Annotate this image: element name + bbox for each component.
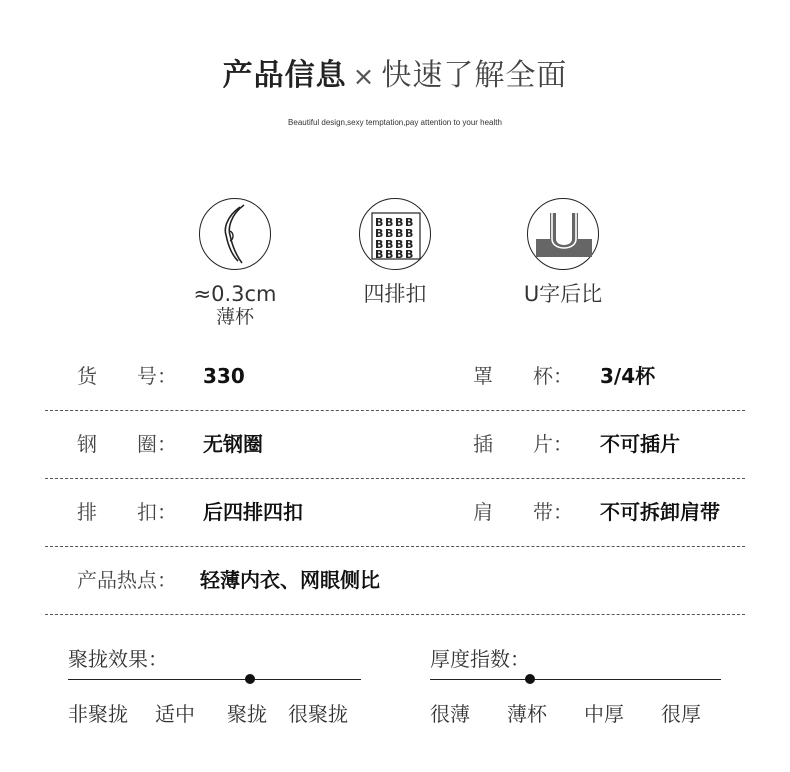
scale-option: 很薄 xyxy=(430,702,470,726)
svg-text:B: B xyxy=(385,248,394,261)
push-up-scale-marker xyxy=(245,674,255,684)
scale-option: 适中 xyxy=(155,702,195,726)
page-subtitle: Beautiful design,sexy temptation,pay attention to your health xyxy=(288,118,502,127)
spec-key: 排 扣： xyxy=(77,500,177,524)
spec-row xyxy=(45,342,745,411)
scale-option: 薄杯 xyxy=(507,702,547,726)
thickness-scale-marker xyxy=(525,674,535,684)
scale-option: 非聚拢 xyxy=(68,702,128,726)
svg-text:B: B xyxy=(385,216,394,229)
svg-text:B: B xyxy=(405,216,414,229)
svg-text:B: B xyxy=(385,238,394,251)
svg-text:B: B xyxy=(375,216,384,229)
feature-u-back xyxy=(503,198,623,306)
spec-key: 肩 带： xyxy=(473,500,573,524)
spec-key: 罩 杯： xyxy=(473,364,573,388)
svg-text:B: B xyxy=(375,238,384,251)
feature-thin-cup xyxy=(175,198,295,328)
svg-text:B: B xyxy=(395,248,404,261)
feature-label: 四排扣 xyxy=(363,282,427,306)
feature-label: ≈0.3cm xyxy=(193,282,277,306)
spec-value: 无钢圈 xyxy=(203,432,263,456)
four-row-hooks-icon xyxy=(359,198,431,270)
svg-text:B: B xyxy=(395,238,404,251)
svg-text:B: B xyxy=(395,227,404,240)
title-separator: × xyxy=(352,62,376,92)
feature-sublabel: 薄杯 xyxy=(215,306,254,328)
svg-text:B: B xyxy=(385,227,394,240)
spec-key: 货 号： xyxy=(77,364,177,388)
svg-text:B: B xyxy=(375,248,384,261)
title-sub: 快速了解全面 xyxy=(381,58,568,93)
spec-value: 3/4杯 xyxy=(600,364,656,388)
scale-option: 很聚拢 xyxy=(288,702,348,726)
spec-row xyxy=(45,478,745,547)
spec-value: 轻薄内衣、网眼侧比 xyxy=(200,568,380,592)
feature-four-rows xyxy=(335,198,455,306)
thickness-scale-title: 厚度指数： xyxy=(430,647,530,671)
page-title xyxy=(0,50,790,94)
spec-row xyxy=(45,410,745,479)
svg-text:B: B xyxy=(405,248,414,261)
svg-text:B: B xyxy=(405,238,414,251)
scale-option: 很厚 xyxy=(661,702,701,726)
push-up-scale-line xyxy=(68,679,361,680)
svg-text:B: B xyxy=(405,227,414,240)
spec-key: 产品热点： xyxy=(77,568,177,592)
scale-option: 中厚 xyxy=(584,702,624,726)
spec-value: 后四排四扣 xyxy=(203,500,303,524)
thin-cup-icon xyxy=(199,198,271,270)
title-main: 产品信息 xyxy=(222,58,347,93)
feature-label: U字后比 xyxy=(523,282,603,306)
push-up-scale-title: 聚拢效果： xyxy=(68,647,168,671)
thickness-scale-line xyxy=(430,679,721,680)
spec-key: 插 片： xyxy=(473,432,573,456)
spec-value: 不可拆卸肩带 xyxy=(600,500,720,524)
spec-value: 不可插片 xyxy=(600,432,680,456)
spec-key: 钢 圈： xyxy=(77,432,177,456)
u-back-icon xyxy=(527,198,599,270)
scale-option: 聚拢 xyxy=(227,702,267,726)
spec-row-hotspot xyxy=(45,546,745,615)
svg-text:B: B xyxy=(395,216,404,229)
svg-text:B: B xyxy=(375,227,384,240)
spec-value: 330 xyxy=(203,364,245,388)
